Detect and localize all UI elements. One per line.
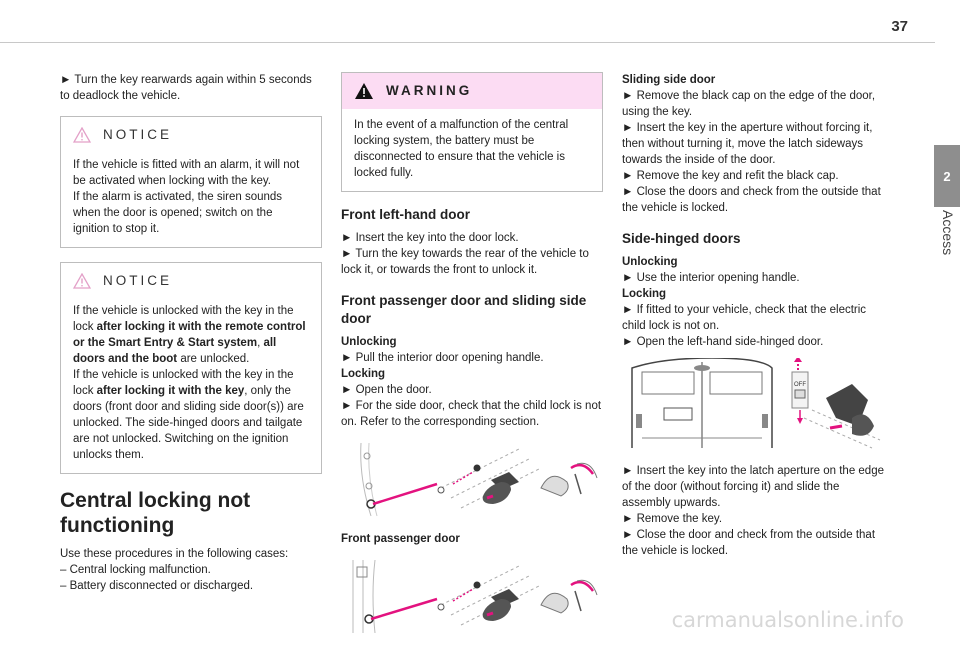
- off-label: OFF: [794, 382, 806, 388]
- column-1: [60, 72, 322, 594]
- list-item: – Central locking malfunction.: [60, 564, 211, 576]
- notice-paragraph: If the vehicle is unlocked with the key in the lock after locking it with the remote control or the Smart Entry & Start system, all doors and the boot are unlocked.: [73, 305, 306, 365]
- warning-box: [341, 72, 603, 192]
- step: ► Open the left-hand side-hinged door.: [622, 336, 824, 348]
- label-unlocking: Unlocking: [622, 256, 678, 268]
- section-tab[interactable]: 2: [934, 145, 960, 207]
- warning-header: [342, 73, 602, 109]
- step: ► Turn the key towards the rear of the vehicle to lock it, or towards the front to unlock it.: [341, 248, 589, 276]
- step: ► Insert the key into the door lock.: [341, 232, 519, 244]
- subheading-front-left: Front left-hand door: [341, 207, 470, 222]
- step: ► Remove the black cap on the edge of the door, using the key.: [622, 90, 876, 118]
- notice-text: If the alarm is activated, the siren sounds when the door is opened; switch on the ignition to stop it.: [73, 191, 283, 235]
- notice-paragraph: If the vehicle is unlocked with the key in the lock after locking it with the key, only the doors (front door and sliding side door(s)) are unlocked. The side-hinged doors and tailgate are not unlocked. Switching on the ignition unlocks them.: [73, 369, 304, 461]
- subheading-front-passenger: Front passenger door and sliding side door: [341, 293, 587, 326]
- warning-triangle-icon: [354, 82, 374, 100]
- notice-header: [61, 263, 321, 299]
- illustration-rear-doors: [622, 358, 884, 455]
- notice-box-unlock: [60, 262, 322, 474]
- step: ► Insert the key in the aperture without forcing it, then without turning it, move the latch sideways towards the inside of the door.: [622, 122, 873, 166]
- notice-header: [61, 117, 321, 153]
- warning-title: WARNING: [386, 83, 473, 98]
- step: ► For the side door, check that the child lock is not on. Refer to the corresponding section.: [341, 400, 602, 428]
- page-number: 37: [891, 18, 908, 35]
- step: ► Open the door.: [341, 384, 432, 396]
- header-rule: [0, 42, 935, 43]
- notice-title: NOTICE: [103, 127, 173, 142]
- step: ► Remove the key.: [622, 513, 723, 525]
- step: ► If fitted to your vehicle, check that the electric child lock is not on.: [622, 304, 867, 332]
- warning-triangle-icon: [73, 127, 91, 143]
- illustration-door-lock-2: [341, 555, 603, 640]
- warning-triangle-icon: [73, 273, 91, 289]
- column-2: [341, 72, 603, 648]
- label-locking: Locking: [341, 368, 386, 380]
- notice-title: NOTICE: [103, 273, 173, 288]
- notice-text: If the vehicle is fitted with an alarm, it will not be activated when locking with the key.: [73, 159, 300, 187]
- step: ► Close the door and check from the outside that the vehicle is locked.: [622, 529, 876, 557]
- notice-box-alarm: [60, 116, 322, 248]
- step: ► Use the interior opening handle.: [622, 272, 800, 284]
- intro-step: ► Turn the key rearwards again within 5 seconds to deadlock the vehicle.: [60, 74, 312, 102]
- column-3: [622, 72, 884, 559]
- warning-text: In the event of a malfunction of the central locking system, the battery must be disconnected to ensure that the vehicle is locked fully.: [354, 119, 569, 179]
- body-text: Use these procedures in the following cases:: [60, 548, 289, 560]
- step: ► Remove the key and refit the black cap.: [622, 170, 839, 182]
- step: ► Close the doors and check from the outside that the vehicle is locked.: [622, 186, 881, 214]
- subheading-sliding-side-door: Sliding side door: [622, 74, 716, 86]
- illustration-door-lock-1: [341, 438, 603, 523]
- step: ► Insert the key into the latch aperture on the edge of the door (without forcing it) and slide the assembly upwards.: [622, 465, 884, 509]
- label-locking: Locking: [622, 288, 667, 300]
- step: ► Pull the interior door opening handle.: [341, 352, 544, 364]
- figure-caption: Front passenger door: [341, 533, 460, 545]
- watermark: carmanualsonline.info: [671, 608, 904, 632]
- subheading-side-hinged: Side-hinged doors: [622, 231, 741, 246]
- section-heading: Central locking not functioning: [60, 489, 251, 537]
- section-label: Access: [940, 210, 956, 256]
- label-unlocking: Unlocking: [341, 336, 397, 348]
- list-item: – Battery disconnected or discharged.: [60, 580, 254, 592]
